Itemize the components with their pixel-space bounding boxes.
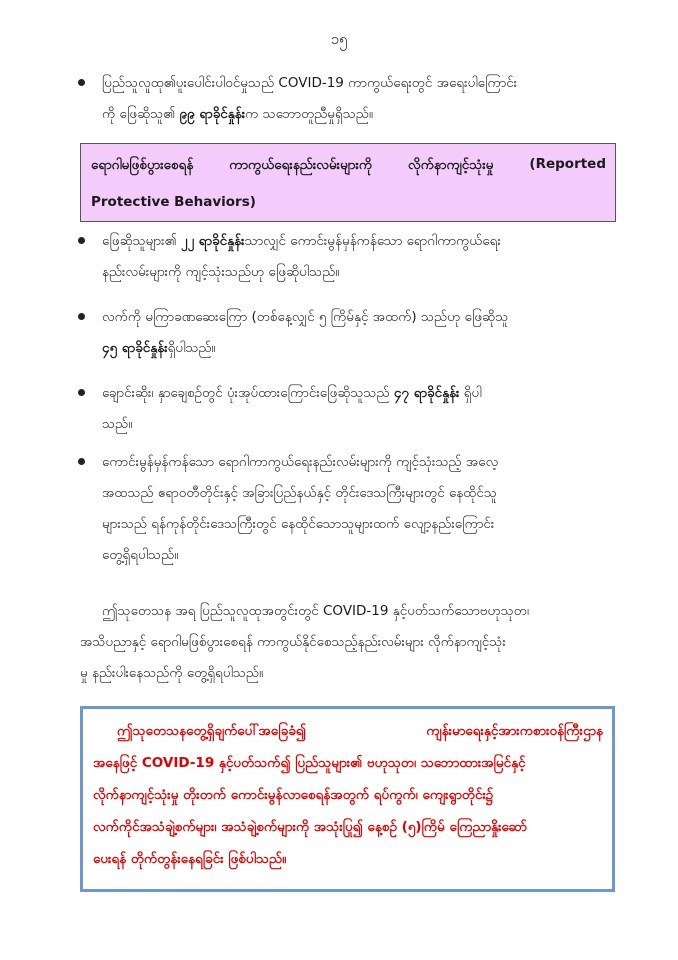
bullet-line: ကို ဖြေဆိုသူ၏ ၉၉ ရာခိုင်နှုန်းက သဘောတူညီမှုရှိသည်။ <box>102 106 373 122</box>
notice-line: လိုက်နာကျင့်သုံးမှု တိုးတက် ကောင်းမွန်လာစေရန်အတွက် ရပ်ကွက်၊ ကျေးရွာတိုင်း၌ <box>93 787 494 803</box>
notice-line: ဤသုတေသနတွေ့ရှိချက်ပေါ်အခြေခံ၍ ကျန်းမာရေးနှင့်အားကစားဝန်ကြီးဌာန <box>117 723 603 739</box>
paragraph-line: မှု နည်းပါးနေသည်ကို တွေ့ရှိရပါသည်။ <box>80 665 264 681</box>
paragraph-line: ဤသုတေသန အရ ပြည်သူလူထုအတွင်းတွင် COVID-19 နှင့်ပတ်သက်သောဗဟုသုတ၊ <box>102 603 529 619</box>
bullet-item-handwashing <box>102 302 632 364</box>
bullet-icon <box>78 237 85 244</box>
bullet-item-correct-behaviors <box>102 226 632 288</box>
bullet-line: ၄၅ ရာခိုင်နှုန်းရှိပါသည်။ <box>102 340 216 356</box>
bullet-icon <box>78 313 85 320</box>
bullet-line: လက်ကို မကြာခဏဆေးကြော (တစ်နေ့လျှင် ၅ ကြိမ်နှင့် အထက်) သည်ဟု ဖြေဆိုသူ <box>102 309 509 325</box>
bullet-line: နည်းလမ်းများကို ကျင့်သုံးသည်ဟု ဖြေဆိုပါသည်။ <box>102 264 340 280</box>
section-heading-line: ရောဂါမဖြစ်ပွားစေရန် ကာကွယ်ရေးနည်းလမ်းများကို လိုက်နာကျင့်သုံးမှု (Reported <box>91 156 606 173</box>
percentage-highlight: ၉၉ ရာခိုင်နှုန်း <box>179 106 246 122</box>
page-number: ၁၅ <box>330 30 348 48</box>
bullet-icon <box>78 458 85 465</box>
paragraph-line: အသိပညာနှင့် ရောဂါမဖြစ်ပွားစေရန် ကာကွယ်နိုင်စေသည့်နည်းလမ်းများ လိုက်နာကျင့်သုံး <box>80 634 506 650</box>
section-heading-box <box>80 143 616 222</box>
bullet-item-cough-etiquette <box>102 378 632 440</box>
percentage-highlight: ၄၅ ရာခိုင်နှုန်း <box>102 340 168 356</box>
bullet-line: တွေ့ရှိရပါသည်။ <box>102 547 179 563</box>
percentage-highlight: ၂၂ ရာခိုင်နှုန်း <box>180 233 245 249</box>
bullet-line: ဖြေဆိုသူများ၏ ၂၂ ရာခိုင်နှုန်းသာလျှင် ကောင်းမွန်မှန်ကန်သော ရောဂါကာကွယ်ရေး <box>102 233 501 249</box>
bullet-item-participation <box>102 68 632 130</box>
bullet-icon <box>78 389 85 396</box>
bullet-item-regional-difference <box>102 447 632 571</box>
bullet-line: ပြည်သူလူထု၏ပူးပေါင်းပါဝင်မှုသည် COVID-19 ကာကွယ်ရေးတွင် အရေးပါကြောင်း <box>102 75 518 91</box>
notice-line: လက်ကိုင်အသံချဲ့စက်များ၊ အသံချဲ့စက်များကို အသုံးပြု၍ နေ့စဉ် (၅)ကြိမ် ကြေညာနှိုးဆော် <box>93 819 527 835</box>
bullet-line: အထသည် ဧရာဝတီတိုင်းနှင့် အခြားပြည်နယ်နှင့် တိုင်းဒေသကြီးများတွင် နေထိုင်သူ <box>102 485 497 501</box>
notice-line: ပေးရန် တိုက်တွန်းနေရခြင်း ဖြစ်ပါသည်။ <box>93 851 287 867</box>
section-heading-line: Protective Behaviors) <box>91 194 256 210</box>
bullet-line: ချောင်းဆိုး၊ နှာချေစဉ်တွင် ပုံးအုပ်ထားကြောင်းဖြေဆိုသူသည် ၄၇ ရာခိုင်နှုန်း ရှိပါ <box>102 385 482 401</box>
notice-text <box>93 715 603 875</box>
ministry-notice-box <box>80 706 615 892</box>
summary-paragraph <box>80 596 620 689</box>
bullet-line: ကောင်းမွန်မှန်ကန်သော ရောဂါကာကွယ်ရေးနည်းလမ်းများကို ကျင့်သုံးသည့် အလေ့ <box>102 454 499 470</box>
percentage-highlight: ၄၇ ရာခိုင်နှုန်း <box>393 385 460 401</box>
bullet-line: များသည် ရန်ကုန်တိုင်းဒေသကြီးတွင် နေထိုင်သောသူများထက် လျော့နည်းကြောင်း <box>102 516 495 532</box>
bullet-icon <box>78 79 85 86</box>
notice-line: အနေဖြင့် COVID-19 နှင့်ပတ်သက်၍ ပြည်သူများ၏ ဗဟုသုတ၊ သဘောထားအမြင်နှင့် <box>93 755 526 771</box>
bullet-line: သည်။ <box>102 416 133 432</box>
